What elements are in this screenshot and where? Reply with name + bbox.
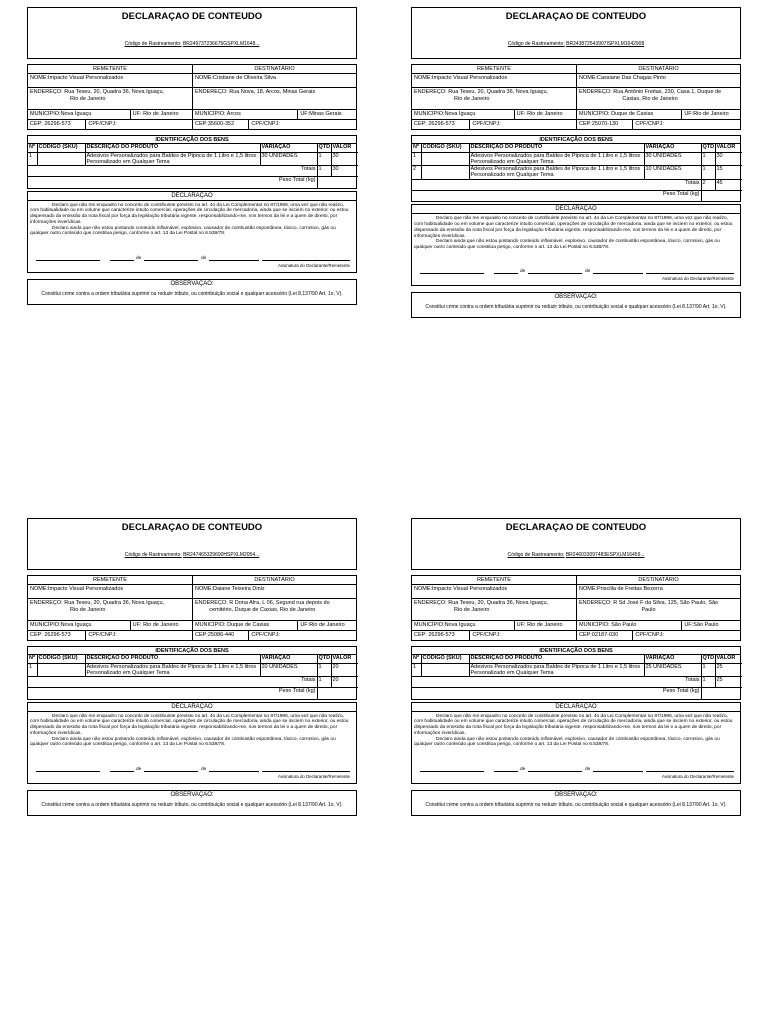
recipient-address: ENDEREÇO: Rua Antônio Freitas, 230, Casa 1, Duque de Caxias, Rio de Janeiro xyxy=(579,89,722,102)
declaration-section xyxy=(27,191,357,273)
signature-line xyxy=(646,273,734,274)
recipient-name: NOME:Cristiane de Oliveira Silva xyxy=(195,75,276,81)
observation-title: OBSERVAÇÃO: xyxy=(554,294,598,301)
sender-uf: UF: Rio de Janeiro xyxy=(130,621,192,630)
col-sku-header: CÓDIGO (SKU) xyxy=(421,655,469,663)
observation-text: Constitui crime contra a ordem tributária suprimir ou reduzir tributo, ou contribuição social e qualquer acessório (Lei 8.137/90 Art. 1o, V). xyxy=(41,290,343,297)
item-desc: Adesivos Personalizados para Baldes de Pipoca de 1 Litro e 1,5 litros Personalizado em Qualquer Tema xyxy=(469,152,644,166)
tracking-label: Código de Rastreamento: xyxy=(124,41,182,47)
items-title: IDENTIFICAÇÃO DOS BENS xyxy=(28,647,356,655)
day-line xyxy=(494,771,518,772)
col-sku-header: CÓDIGO (SKU) xyxy=(37,655,85,663)
recipient-municipio: MUNICÍPIO: Duque de Caxias xyxy=(195,622,270,628)
sender-cpf: CPF/CNPJ: xyxy=(469,120,576,129)
recipient-municipio: MUNICÍPIO: Duque de Caxias xyxy=(579,111,654,117)
totals-label: Totais xyxy=(28,166,317,177)
recipient-cep: CEP:02187-030 xyxy=(579,632,619,638)
observation-section xyxy=(27,790,357,816)
sender-uf: UF: Rio de Janeiro xyxy=(514,621,576,630)
form-header xyxy=(411,518,741,570)
recipient-uf: UF:São Paulo xyxy=(681,621,740,630)
tracking-code xyxy=(28,552,356,558)
col-qtd-header: QTD xyxy=(318,144,331,150)
item-desc: Adesivos Personalizados para Baldes de Pipoca de 1 Litro e 1,5 litros Personalizado em Qualquer Tema xyxy=(85,152,260,166)
day-line xyxy=(494,273,518,274)
signature-line xyxy=(646,771,734,772)
signature-area xyxy=(420,765,734,779)
observation-text: Constitui crime contra a ordem tributária suprimir ou reduzir tributo, ou contribuição social e qualquer acessório (Lei 8.137/90 Art. 1o, V). xyxy=(425,304,727,311)
sender-cpf: CPF/CNPJ: xyxy=(469,631,576,640)
col-val-header: VALOR xyxy=(715,655,742,663)
item-valor: 30 xyxy=(715,152,742,166)
tracking-code xyxy=(28,41,356,47)
signature-line xyxy=(262,260,350,261)
sender-cpf: CPF/CNPJ: xyxy=(85,631,192,640)
tracking-code xyxy=(412,552,740,558)
recipient-uf: UF:Minas Gerais xyxy=(297,110,356,119)
sender-cep: CEP: 26296-573 xyxy=(414,632,455,638)
col-var-header: VARIAÇÃO xyxy=(260,655,317,663)
peso-label: Peso Total (kg) xyxy=(412,190,701,201)
totals-qtd: 1 xyxy=(317,677,331,688)
place-line xyxy=(36,771,100,772)
signature-area xyxy=(36,254,350,268)
recipient-header: DESTINATÁRIO xyxy=(254,577,295,583)
item-num: 1 xyxy=(28,663,37,677)
recipient-header: DESTINATÁRIO xyxy=(254,66,295,72)
de-label-1: de xyxy=(520,766,526,772)
item-desc: Adesivos Personalizados para Baldes de Pipoca de 1 Litro e 1,5 litros Personalizado em Qualquer Tema xyxy=(469,663,644,677)
declaration-form xyxy=(411,7,741,318)
place-line xyxy=(420,273,484,274)
col-val-header: VALOR xyxy=(331,655,358,663)
item-variacao: 30 UNIDADES xyxy=(260,152,317,166)
tracking-label: Código de Rastreamento: xyxy=(507,552,565,558)
sender-cep: CEP: 26296-573 xyxy=(30,121,71,127)
item-valor: 20 xyxy=(331,663,358,677)
month-line xyxy=(144,260,198,261)
declaration-title: DECLARAÇÃO xyxy=(28,192,356,201)
col-desc-header: DESCRIÇÃO DO PRODUTO xyxy=(469,655,644,663)
col-desc-header: DESCRIÇÃO DO PRODUTO xyxy=(85,144,260,152)
recipient-cpf: CPF/CNPJ: xyxy=(248,631,356,640)
declaration-paragraph-2: Declaro ainda que não estou postando conteúdo inflamável, explosivo, causador de combustão espontânea, tóxico, corrosivo, gás ou qualquer outro conteúdo que constitua perigo, conforme o art. 13 da Lei Postal no 6.538/78. xyxy=(30,736,336,748)
declaration-section xyxy=(27,702,357,784)
sender-recipient-table xyxy=(411,64,741,130)
declaration-section xyxy=(411,204,741,286)
item-num: 1 xyxy=(28,152,37,166)
sender-address: ENDEREÇO: Rua Teseu, 20, Quadra 36, Nova Iguaçu, Rio de Janeiro xyxy=(414,89,549,102)
item-num: 1 xyxy=(412,152,421,166)
item-sku xyxy=(421,152,469,166)
sender-municipio: MUNICÍPIO:Nova Iguaçu xyxy=(414,111,476,117)
observation-text: Constitui crime contra a ordem tributária suprimir ou reduzir tributo, ou contribuição social e qualquer acessório (Lei 8.137/90 Art. 1o, V). xyxy=(425,801,727,808)
sender-uf: UF: Rio de Janeiro xyxy=(130,110,192,119)
declaration-paragraph-1: Declaro que não me enquadro no conceito de contribuinte previsto no art. 4o da Lei Complementar no 87/1996, uma vez que não realizo, com habitualidade ou em volume que caracterize intuito comercial, operações de circulação de mercadoria, ainda que se iniciem no exterior, ou estou dispensado da emissão da nota fiscal por força da legislação tributária vigente, responsabilizando-me, nos termos da lei e a quem de direito, por informações inverídicas. xyxy=(414,713,733,736)
recipient-name: NOME:Priscilla de Freitas Bezerra xyxy=(579,586,663,592)
peso-value xyxy=(701,688,742,699)
item-sku xyxy=(421,663,469,677)
totals-valor: 20 xyxy=(331,677,358,688)
col-desc-header: DESCRIÇÃO DO PRODUTO xyxy=(85,655,260,663)
recipient-uf: UF:Rio de Janeiro xyxy=(297,621,356,630)
recipient-cpf: CPF/CNPJ: xyxy=(632,631,740,640)
col-num-header: Nº xyxy=(28,144,37,152)
recipient-cpf: CPF/CNPJ: xyxy=(632,120,740,129)
observation-title: OBSERVAÇÃO: xyxy=(170,280,214,287)
declaration-paragraph-1: Declaro que não me enquadro no conceito de contribuinte previsto no art. 4o da Lei Complementar no 87/1996, uma vez que não realizo, com habitualidade ou em volume que caracterize intuito comercial, operações de circulação de mercadoria, ainda que se iniciem no exterior, ou estou dispensado da emissão da nota fiscal por força da legislação tributária vigente, responsabilizando-me, nos termos da lei e a quem de direito, por informações inverídicas. xyxy=(30,713,349,736)
items-table xyxy=(411,135,741,202)
col-qtd-header: QTD xyxy=(702,655,715,661)
de-label-1: de xyxy=(520,269,526,275)
item-desc: Adesivos Personalizados para Baldes de Pipoca de 1 Litro e 1,5 litros Personalizado em Qualquer Tema xyxy=(85,663,260,677)
sender-address: ENDEREÇO: Rua Teseu, 20, Quadra 36, Nova Iguaçu, Rio de Janeiro xyxy=(30,89,165,102)
signature-caption: Assinatura do Declarante/Remetente xyxy=(662,276,734,282)
sender-recipient-table xyxy=(27,575,357,641)
de-label-2: de xyxy=(201,255,207,261)
col-var-header: VARIAÇÃO xyxy=(644,144,701,152)
recipient-header: DESTINATÁRIO xyxy=(638,577,679,583)
col-val-header: VALOR xyxy=(331,144,358,152)
sender-municipio: MUNICÍPIO:Nova Iguaçu xyxy=(30,111,92,117)
recipient-address: ENDEREÇO: R Sd José F da Silva, 125, São Paulo, São Paulo xyxy=(579,600,719,613)
item-variacao: 30 UNIDADES xyxy=(644,152,701,166)
declaration-form xyxy=(411,518,741,816)
month-line xyxy=(528,273,582,274)
col-qtd-header: QTD xyxy=(702,144,715,150)
items-table xyxy=(27,135,357,189)
declaration-form xyxy=(27,518,357,816)
sender-uf: UF: Rio de Janeiro xyxy=(514,110,576,119)
recipient-name: NOME:Daiane Teixeira Diniz xyxy=(195,586,265,592)
de-label-1: de xyxy=(136,766,142,772)
col-var-header: VARIAÇÃO xyxy=(260,144,317,152)
totals-label: Totais xyxy=(28,677,317,688)
col-sku-header: CÓDIGO (SKU) xyxy=(421,144,469,152)
items-title: IDENTIFICAÇÃO DOS BENS xyxy=(28,136,356,144)
col-val-header: VALOR xyxy=(715,144,742,152)
col-num-header: Nº xyxy=(412,144,421,152)
tracking-value: BR247465329690HSPXLM2054... xyxy=(183,552,260,558)
year-line xyxy=(593,771,643,772)
declaration-title: DECLARAÇÃO xyxy=(412,703,740,712)
recipient-cep: CEP:25086-440 xyxy=(195,632,235,638)
signature-caption: Assinatura do Declarante/Remetente xyxy=(662,773,734,779)
item-variacao: 10 UNIDADES xyxy=(644,166,701,180)
item-row xyxy=(412,166,742,180)
item-valor: 30 xyxy=(331,152,358,166)
signature-area xyxy=(420,267,734,281)
day-line xyxy=(110,771,134,772)
tracking-code xyxy=(412,41,740,47)
item-num: 2 xyxy=(412,166,421,180)
declaration-section xyxy=(411,702,741,784)
signature-area xyxy=(36,765,350,779)
year-line xyxy=(593,273,643,274)
items-title: IDENTIFICAÇÃO DOS BENS xyxy=(412,647,740,655)
sender-recipient-table xyxy=(27,64,357,130)
recipient-municipio: MUNICÍPIO: São Paulo xyxy=(579,622,637,628)
sender-header: REMETENTE xyxy=(93,66,127,72)
totals-qtd: 2 xyxy=(701,179,715,190)
day-line xyxy=(110,260,134,261)
item-row xyxy=(28,663,358,677)
totals-valor: 45 xyxy=(715,179,742,190)
tracking-value: BR249737236675GSPXLM1648... xyxy=(182,41,260,47)
totals-valor: 25 xyxy=(715,677,742,688)
observation-title: OBSERVAÇÃO: xyxy=(554,791,598,798)
year-line xyxy=(209,260,259,261)
recipient-uf: UF:Rio de Janeiro xyxy=(681,110,740,119)
month-line xyxy=(528,771,582,772)
observation-section xyxy=(411,790,741,816)
de-label-2: de xyxy=(201,766,207,772)
totals-valor: 30 xyxy=(331,166,358,177)
item-qtd: 1 xyxy=(317,152,331,166)
peso-label: Peso Total (kg) xyxy=(28,688,317,699)
item-valor: 25 xyxy=(715,663,742,677)
place-line xyxy=(36,260,100,261)
peso-value xyxy=(317,177,358,188)
signature-caption: Assinatura do Declarante/Remetente xyxy=(278,262,350,268)
peso-value xyxy=(317,688,358,699)
signature-caption: Assinatura do Declarante/Remetente xyxy=(278,773,350,779)
item-sku xyxy=(421,166,469,180)
declaration-paragraph-2: Declaro ainda que não estou postando conteúdo inflamável, explosivo, causador de combustão espontânea, tóxico, corrosivo, gás ou qualquer outro conteúdo que constitua perigo, conforme o art. 13 da Lei Postal no 6.538/78. xyxy=(414,239,720,250)
tracking-value: BR243872543907ISPXLM1642908 xyxy=(566,41,645,47)
sender-header: REMETENTE xyxy=(477,66,511,72)
sender-cep: CEP: 26296-573 xyxy=(30,632,71,638)
form-title: DECLARAÇAO DE CONTEUDO xyxy=(121,522,263,533)
items-table xyxy=(27,646,357,700)
peso-label: Peso Total (kg) xyxy=(412,688,701,699)
col-desc-header: DESCRIÇÃO DO PRODUTO xyxy=(469,144,644,152)
observation-title: OBSERVAÇÃO: xyxy=(170,791,214,798)
item-sku xyxy=(37,663,85,677)
totals-qtd: 1 xyxy=(317,166,331,177)
totals-label: Totais xyxy=(412,179,701,190)
sender-cep: CEP: 26296-573 xyxy=(414,121,455,127)
item-qtd: 1 xyxy=(701,166,715,180)
recipient-cpf: CPF/CNPJ: xyxy=(248,120,356,129)
item-qtd: 1 xyxy=(317,663,331,677)
tracking-label: Código de Rastreamento: xyxy=(507,41,565,47)
tracking-value: BR246033097483ESPXLM16459... xyxy=(565,552,645,558)
peso-label: Peso Total (kg) xyxy=(28,177,317,188)
tracking-label: Código de Rastreamento: xyxy=(124,552,182,558)
de-label-2: de xyxy=(585,269,591,275)
observation-section xyxy=(27,279,357,305)
peso-value xyxy=(701,190,742,201)
sender-name: NOME:Impacto Visual Personalizados xyxy=(30,75,124,81)
sender-header: REMETENTE xyxy=(93,577,127,583)
item-qtd: 1 xyxy=(701,152,715,166)
recipient-address: ENDEREÇO: R Dona Afra, L 06, Segund rua depois do cemitério, Duque de Caxias, Rio de Janeiro xyxy=(195,600,330,613)
form-header xyxy=(411,7,741,59)
col-num-header: Nº xyxy=(28,655,37,663)
item-variacao: 20 UNIDADES xyxy=(260,663,317,677)
items-table xyxy=(411,646,741,700)
place-line xyxy=(420,771,484,772)
item-row xyxy=(28,152,358,166)
item-row xyxy=(412,663,742,677)
signature-line xyxy=(262,771,350,772)
sender-cpf: CPF/CNPJ: xyxy=(85,120,192,129)
item-qtd: 1 xyxy=(701,663,715,677)
item-sku xyxy=(37,152,85,166)
item-valor: 15 xyxy=(715,166,742,180)
form-title: DECLARAÇAO DE CONTEUDO xyxy=(505,522,647,533)
sender-name: NOME:Impacto Visual Personalizados xyxy=(414,75,508,81)
item-variacao: 25 UNIDADES xyxy=(644,663,701,677)
recipient-name: NOME:Cassiane Das Chagas Pinto xyxy=(579,75,666,81)
sender-name: NOME:Impacto Visual Personalizados xyxy=(30,586,124,592)
col-var-header: VARIAÇÃO xyxy=(644,655,701,663)
form-title: DECLARAÇAO DE CONTEUDO xyxy=(505,11,647,22)
col-sku-header: CÓDIGO (SKU) xyxy=(37,144,85,152)
items-title: IDENTIFICAÇÃO DOS BENS xyxy=(412,136,740,144)
de-label-1: de xyxy=(136,255,142,261)
form-header xyxy=(27,518,357,570)
item-desc: Adesivos Personalizados para Baldes de Pipoca de 1 Litro e 1,5 litros Personalizado em Qualquer Tema xyxy=(469,166,644,180)
sender-municipio: MUNICÍPIO:Nova Iguaçu xyxy=(414,622,476,628)
year-line xyxy=(209,771,259,772)
sender-name: NOME:Impacto Visual Personalizados xyxy=(414,586,508,592)
recipient-cep: CEP:25070-130 xyxy=(579,121,619,127)
declaration-paragraph-1: Declaro que não me enquadro no conceito de contribuinte previsto no art. 4o da Lei Complementar no 87/1996, uma vez que não realizo, com habitualidade ou em volume que caracterize intuito comercial, operações de circulação de mercadoria, ainda que se iniciem no exterior, ou estou dispensado da emissão da nota fiscal por força da legislação tributária vigente, responsabilizando-me, nos termos da lei e a quem de direito, por informações inverídicas. xyxy=(30,202,349,225)
recipient-municipio: MUNICÍPIO: Arcos xyxy=(195,111,241,117)
sender-recipient-table xyxy=(411,575,741,641)
declaration-title: DECLARAÇÃO xyxy=(28,703,356,712)
sender-header: REMETENTE xyxy=(477,577,511,583)
totals-qtd: 1 xyxy=(701,677,715,688)
declaration-title: DECLARAÇÃO xyxy=(412,205,740,214)
declaration-paragraph-1: Declaro que não me enquadro no conceito de contribuinte previsto no art. 4o da Lei Complementar no 87/1996, uma vez que não realizo, com habitualidade ou em volume que caracterize intuito comercial, operações de circulação de mercadoria, ainda que se iniciem no exterior, ou estou dispensado da emissão da nota fiscal por força da legislação tributária vigente, responsabilizando-me, nos termos da lei e a quem de direito, por informações inverídicas. xyxy=(414,216,733,239)
sender-municipio: MUNICÍPIO:Nova Iguaçu xyxy=(30,622,92,628)
declaration-paragraph-2: Declaro ainda que não estou postando conteúdo inflamável, explosivo, causador de combustão espontânea, tóxico, corrosivo, gás ou qualquer outro conteúdo que constitua perigo, conforme o art. 13 da Lei Postal no 6.538/78. xyxy=(414,736,720,748)
recipient-address: ENDEREÇO: Rua Nova, 18, Arcos, Minas Gerais xyxy=(195,89,316,95)
declaration-paragraph-2: Declaro ainda que não estou postando conteúdo inflamável, explosivo, causador de combustão espontânea, tóxico, corrosivo, gás ou qualquer outro conteúdo que constitua perigo, conforme o art. 13 da Lei Postal no 6.538/78. xyxy=(30,225,336,237)
sender-address: ENDEREÇO: Rua Teseu, 20, Quadra 36, Nova Iguaçu, Rio de Janeiro xyxy=(414,600,549,613)
form-header xyxy=(27,7,357,59)
observation-section xyxy=(411,292,741,318)
recipient-cep: CEP:35600-352 xyxy=(195,121,235,127)
item-row xyxy=(412,152,742,166)
declaration-form xyxy=(27,7,357,305)
totals-label: Totais xyxy=(412,677,701,688)
col-num-header: Nº xyxy=(412,655,421,663)
sender-address: ENDEREÇO: Rua Teseu, 20, Quadra 36, Nova Iguaçu, Rio de Janeiro xyxy=(30,600,165,613)
de-label-2: de xyxy=(585,766,591,772)
observation-text: Constitui crime contra a ordem tributária suprimir ou reduzir tributo, ou contribuição social e qualquer acessório (Lei 8.137/90 Art. 1o, V). xyxy=(41,801,343,808)
item-num: 1 xyxy=(412,663,421,677)
month-line xyxy=(144,771,198,772)
col-qtd-header: QTD xyxy=(318,655,331,661)
recipient-header: DESTINATÁRIO xyxy=(638,66,679,72)
form-title: DECLARAÇAO DE CONTEUDO xyxy=(121,11,263,22)
